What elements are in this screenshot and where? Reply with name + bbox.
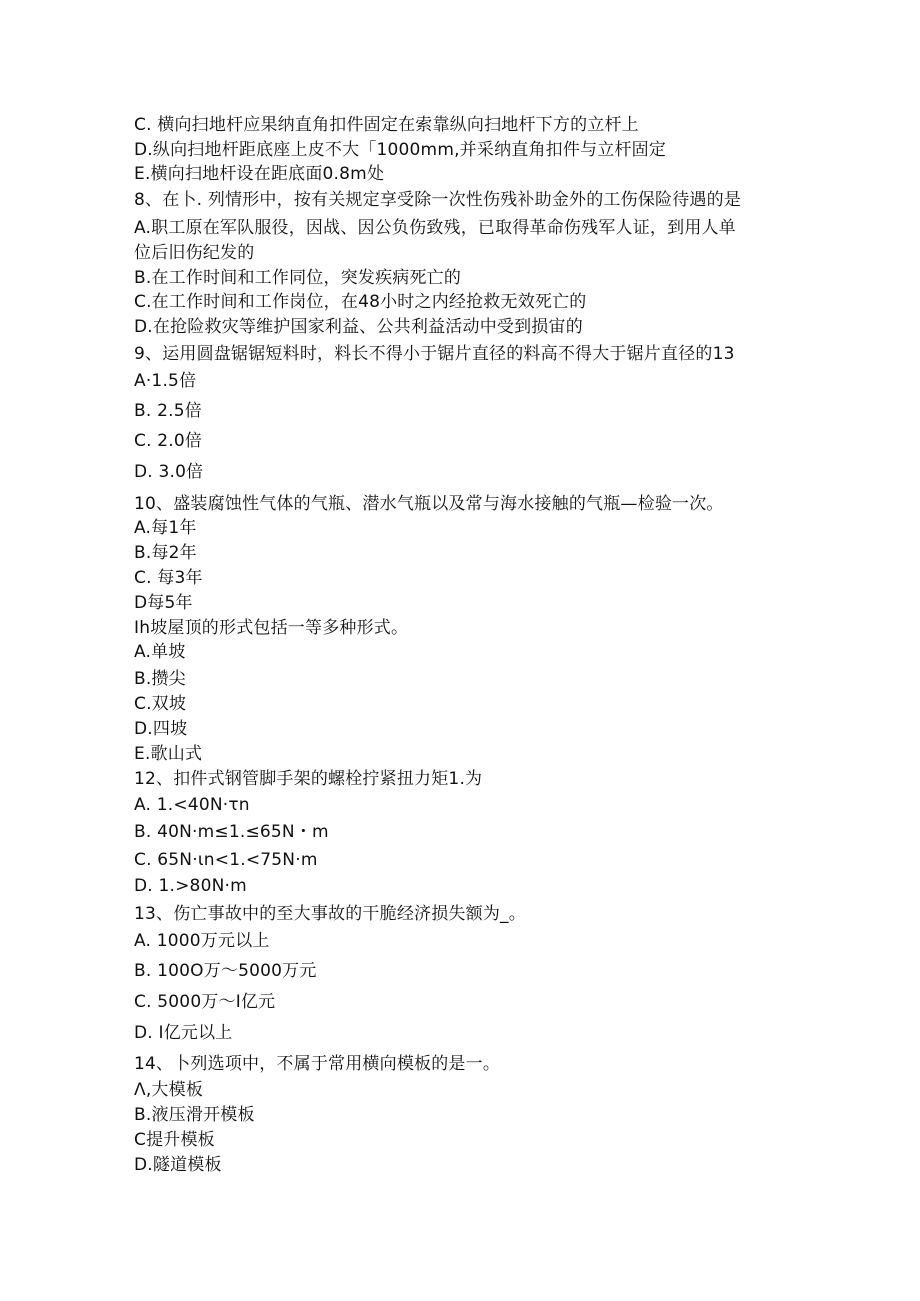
option-line: B.在工作时间和工作同位，突发疾病死亡的 <box>134 268 462 288</box>
option-line: D.在抢险救灾等维护国家利益、公共利益活动中受到损宙的 <box>134 317 583 337</box>
option-line: C.双坡 <box>134 694 187 714</box>
option-line-continued: 位后旧伤纪发的 <box>134 243 255 263</box>
option-line: D. 1.>80N·m <box>134 876 247 896</box>
question-8: 8、在卜. 列情形中，按有关规定享受除一次性伤残补助金外的工伤保险待遇的是 <box>134 190 742 210</box>
question-13: 13、伤亡事故中的至大事故的干脆经济损失额为_。 <box>134 904 526 924</box>
option-line: D.四坡 <box>134 719 188 739</box>
option-line: A.职工原在军队服役，因战、因公负伤致残，已取得革命伤残军人证，到用人单 <box>134 218 736 238</box>
option-line: B.每2年 <box>134 543 197 563</box>
option-line: C. 65N·ιn<1.<75N·m <box>134 850 318 870</box>
option-line: D. 3.0倍 <box>134 462 204 482</box>
option-line: D.纵向扫地杆距底座上皮不大「1000mm,并采纳直角扣件与立杆固定 <box>134 140 667 160</box>
option-line: A.每1年 <box>134 518 197 538</box>
option-line: B.液压滑开模板 <box>134 1105 255 1125</box>
option-line: D. I亿元以上 <box>134 1023 233 1043</box>
option-line: C.在工作时间和工作岗位，在48小时之内经抢救无效死亡的 <box>134 292 587 312</box>
option-line: A. 1.<40N·τn <box>134 795 250 815</box>
option-line: C. 2.0倍 <box>134 431 203 451</box>
option-line: E.横向扫地杆设在距底面0.8m处 <box>134 164 385 184</box>
question-12: 12、扣件式钢管脚手架的螺栓拧紧扭力矩1.为 <box>134 769 483 789</box>
option-line: A·1.5倍 <box>134 371 197 391</box>
option-line: C. 横向扫地杆应果纳直角扣件固定在索靠纵向扫地杆下方的立杆上 <box>134 115 639 135</box>
question-14: 14、卜列选项中，不属于常用横向模板的是一。 <box>134 1054 501 1074</box>
question-11: Ih坡屋顶的形式包括一等多种形式。 <box>134 618 409 638</box>
option-line: A. 1000万元以上 <box>134 931 270 951</box>
option-line: B. 100O万～5000万元 <box>134 961 317 981</box>
option-line: B.攒尖 <box>134 669 186 689</box>
option-line: E.歌山式 <box>134 744 203 764</box>
option-line: B. 40N·m≤1.≤65N・m <box>134 822 329 842</box>
option-line: D.隧道模板 <box>134 1155 222 1175</box>
option-line: C提升模板 <box>134 1130 215 1150</box>
option-line: C. 每3年 <box>134 568 203 588</box>
option-line: B. 2.5倍 <box>134 401 202 421</box>
option-line: D每5年 <box>134 593 193 613</box>
question-9: 9、运用圆盘锯锯短料时，料长不得小于锯片直径的料高不得大于锯片直径的13 <box>134 344 735 364</box>
option-line: A.单坡 <box>134 642 186 662</box>
option-line: C. 5000万～I亿元 <box>134 992 276 1012</box>
option-line: Λ,大模板 <box>134 1080 204 1100</box>
question-10: 10、盛装腐蚀性气体的气瓶、潜水气瓶以及常与海水接触的气瓶—检验一次。 <box>134 494 724 514</box>
